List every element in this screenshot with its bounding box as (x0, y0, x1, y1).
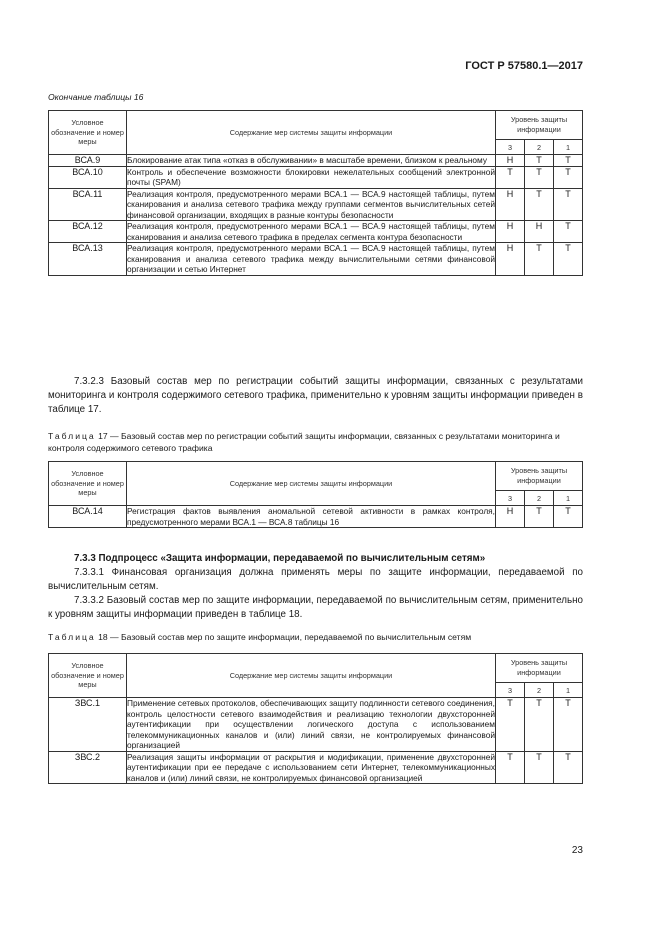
level-3-cell: Т (495, 166, 524, 188)
measure-description-cell: Реализация контроля, предусмотренного мерами ВСА.1 — ВСА.9 настоящей таблицы, путем сканирования и анализа сетевого трафика между вычислительными сетями финансовой организации и сетью Интернет (127, 243, 495, 275)
level-3-cell: Н (495, 243, 524, 276)
level-2-cell: Н (524, 221, 553, 243)
level-3-cell: Н (495, 221, 524, 243)
document-header: ГОСТ Р 57580.1—2017 (465, 60, 583, 72)
level-1-cell: Т (553, 243, 582, 276)
table-row (49, 751, 583, 784)
table-row (49, 188, 583, 221)
paragraph-7-3-2-3: 7.3.2.3 Базовый состав мер по регистрации событий защиты информации, связанных с результатами мониторинга и контроля содержимого сетевого трафика, применительно к уровням защиты информации приведен в таблице 17. (48, 376, 583, 415)
header-level-1: 1 (553, 683, 582, 698)
header-id-cell: Условное обозначение и номер меры (49, 654, 127, 698)
measure-id-cell: ВСА.10 (49, 166, 127, 188)
measure-id-cell: ВСА.13 (49, 243, 127, 276)
header-content-cell: Содержание мер системы защиты информации (127, 111, 496, 155)
measure-description-cell: Реализация контроля, предусмотренного мерами ВСА.1 — ВСА.9 настоящей таблицы, путем сканирования и анализа сетевого трафика в пределах сегмента контура безопасности (127, 221, 495, 242)
paragraph-7-3-3-2: 7.3.3.2 Базовый состав мер по защите информации, передаваемой по вычислительным сетям, применительно к уровням защиты информации приведен в таблице 18. (48, 595, 583, 620)
measure-id-cell: ВСА.9 (49, 155, 127, 167)
header-level-2: 2 (524, 683, 553, 698)
header-level-2: 2 (524, 491, 553, 506)
table-row (49, 221, 583, 243)
level-2-cell: Т (524, 506, 553, 528)
level-1-cell: Т (553, 698, 582, 752)
level-2-cell: Т (524, 698, 553, 752)
measure-description-cell: Реализация контроля, предусмотренного мерами ВСА.1 — ВСА.9 настоящей таблицы, путем сканирования и анализа сетевого трафика между группами сегментов вычислительных сетей финансовой организации, входящих в разные контуры безопасности (127, 188, 495, 220)
measure-description-cell: Регистрация фактов выявления аномальной сетевой активности в рамках контроля, предусмотренного мерами ВСА.1 — ВСА.8 таблицы 16 (127, 506, 495, 527)
level-1-cell: Т (553, 221, 582, 243)
level-2-cell: Т (524, 751, 553, 784)
header-level-cell: Уровень защиты информации (495, 111, 582, 140)
level-3-cell: Н (495, 188, 524, 221)
header-id-cell: Условное обозначение и номер меры (49, 462, 127, 506)
level-1-cell: Т (553, 166, 582, 188)
header-content-cell: Содержание мер системы защиты информации (127, 462, 496, 506)
header-level-2: 2 (524, 140, 553, 155)
level-1-cell: Т (553, 751, 582, 784)
measure-description-cell: Реализация защиты информации от раскрытия и модификации, применение двухсторонней аутентификации при ее передаче с использованием сети Интернет, телекоммуникационных каналов и (или) линий связи, не контролируемых финансовой организацией (127, 751, 495, 783)
table-row (49, 698, 583, 752)
page-number: 23 (571, 845, 583, 856)
header-level-cell: Уровень защиты информации (495, 462, 582, 491)
level-2-cell: Т (524, 188, 553, 221)
table18-caption (48, 632, 471, 642)
level-3-cell: Т (495, 698, 524, 752)
header-level-3: 3 (495, 491, 524, 506)
level-1-cell: Т (553, 188, 582, 221)
table18-caption-text: 18 — Базовый состав мер по защите информации, передаваемой по вычислительным сетям (95, 632, 472, 642)
level-3-cell: Т (495, 751, 524, 784)
level-1-cell: Т (553, 506, 582, 528)
level-3-cell: Н (495, 506, 524, 528)
header-level-1: 1 (553, 491, 582, 506)
table17-caption (48, 431, 583, 454)
table-row (49, 166, 583, 188)
measure-description-cell: Применение сетевых протоколов, обеспечивающих защиту подлинности сетевого соединения, контроль целостности сетевого взаимодействия и реализацию технологии двухсторонней аутентификации при осуществлении логического доступа с использованием телекоммуникационных каналов и (или) линий связи, не контролируемых финансовой организацией (127, 698, 495, 751)
header-level-cell: Уровень защиты информации (495, 654, 582, 683)
level-2-cell: Т (524, 243, 553, 276)
table-18 (48, 653, 583, 784)
table16-continuation-caption: Окончание таблицы 16 (48, 92, 144, 102)
table17-caption-label: Таблица (48, 431, 96, 441)
measure-id-cell: ВСА.12 (49, 221, 127, 243)
section-7-3-3-heading: 7.3.3 Подпроцесс «Защита информации, передаваемой по вычислительным сетям» (74, 553, 486, 564)
measure-id-cell: ВСА.11 (49, 188, 127, 221)
level-2-cell: Т (524, 155, 553, 167)
table-17 (48, 461, 583, 528)
measure-description-cell: Блокирование атак типа «отказ в обслуживании» в масштабе времени, близком к реальному (127, 155, 496, 167)
table-row (49, 243, 583, 276)
level-3-cell: Н (495, 155, 524, 167)
header-level-3: 3 (495, 140, 524, 155)
level-2-cell: Т (524, 166, 553, 188)
level-1-cell: Т (553, 155, 582, 167)
header-content-cell: Содержание мер системы защиты информации (127, 654, 496, 698)
header-level-1: 1 (553, 140, 582, 155)
measure-id-cell: ЗВС.2 (49, 751, 127, 784)
measure-description-cell: Контроль и обеспечение возможности блокировки нежелательных сообщений электронной почты (SPAM) (127, 166, 495, 188)
measure-id-cell: ЗВС.1 (49, 698, 127, 752)
table-row (49, 155, 583, 167)
paragraph-7-3-3-1: 7.3.3.1 Финансовая организация должна применять меры по защите информации, передаваемой по вычислительным сетям. (48, 567, 583, 592)
measure-id-cell: ВСА.14 (49, 506, 127, 528)
header-id-cell: Условное обозначение и номер меры (49, 111, 127, 155)
table-16 (48, 110, 583, 276)
table-row (49, 506, 583, 528)
table18-caption-label: Таблица (48, 632, 96, 642)
header-level-3: 3 (495, 683, 524, 698)
table17-caption-text: 17 — Базовый состав мер по регистрации событий защиты информации, связанных с результатами мониторинга и контроля содержимого сетевого трафика (48, 431, 560, 453)
